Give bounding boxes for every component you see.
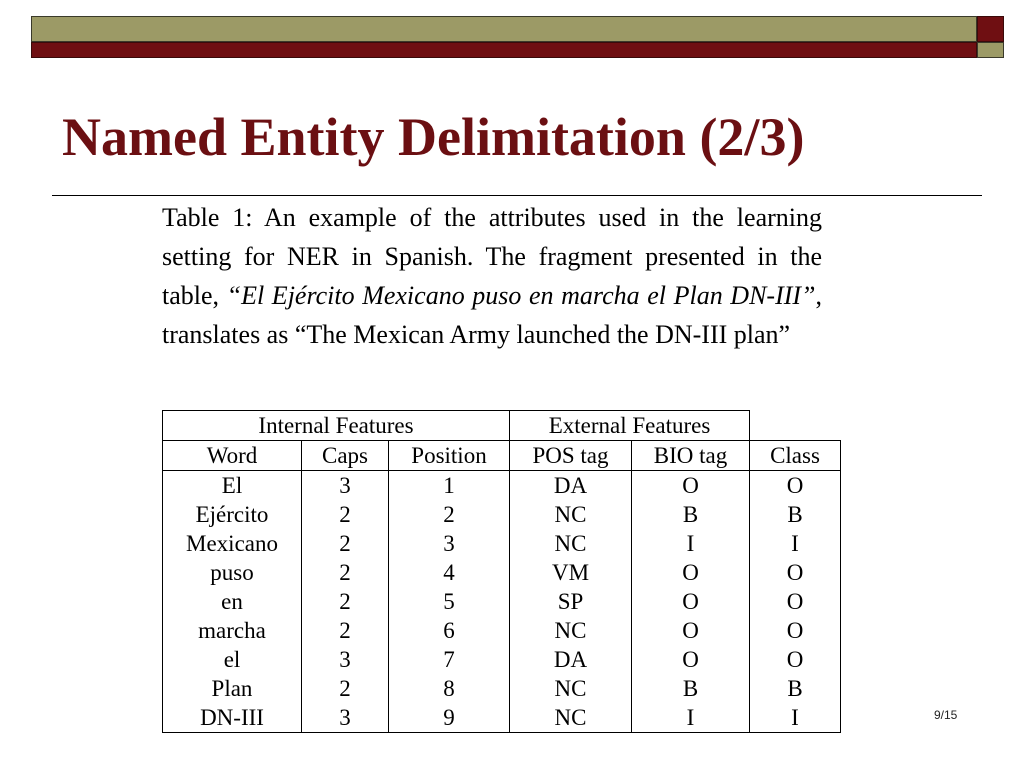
cell-word: el <box>163 645 302 674</box>
cell-word: en <box>163 587 302 616</box>
cell-pos-tag: DA <box>510 645 632 674</box>
cell-bio-tag: O <box>632 587 750 616</box>
cell-pos-tag: VM <box>510 558 632 587</box>
table-row <box>163 703 841 733</box>
cell-class: I <box>750 703 841 733</box>
slide-title: Named Entity Delimitation (2/3) <box>62 107 805 167</box>
column-header-pos-tag: POS tag <box>510 441 632 471</box>
cell-position: 6 <box>389 616 510 645</box>
cell-bio-tag: I <box>632 529 750 558</box>
cell-class: B <box>750 500 841 529</box>
cell-caps: 3 <box>302 645 389 674</box>
cell-word: El <box>163 471 302 501</box>
group-header-external-features: External Features <box>510 411 750 441</box>
cell-pos-tag: DA <box>510 471 632 501</box>
ner-attributes-table <box>162 410 841 733</box>
cell-bio-tag: B <box>632 500 750 529</box>
title-divider <box>52 195 982 196</box>
caption-spanish-fragment: “El Ejército Mexicano puso en marcha el Plan DN-III” <box>226 281 816 310</box>
cell-caps: 2 <box>302 616 389 645</box>
cell-class: O <box>750 471 841 501</box>
cell-position: 7 <box>389 645 510 674</box>
header-banner-olive-bar <box>31 16 977 42</box>
column-header-class: Class <box>750 441 841 471</box>
cell-bio-tag: O <box>632 616 750 645</box>
cell-class: O <box>750 587 841 616</box>
cell-pos-tag: NC <box>510 616 632 645</box>
table-row <box>163 529 841 558</box>
cell-word: Plan <box>163 674 302 703</box>
group-header-empty-cell <box>750 411 841 441</box>
cell-bio-tag: O <box>632 558 750 587</box>
cell-caps: 3 <box>302 703 389 733</box>
cell-position: 4 <box>389 558 510 587</box>
cell-caps: 3 <box>302 471 389 501</box>
cell-class: O <box>750 616 841 645</box>
cell-pos-tag: NC <box>510 500 632 529</box>
cell-bio-tag: B <box>632 674 750 703</box>
cell-class: O <box>750 645 841 674</box>
table-row <box>163 674 841 703</box>
header-banner-maroon-bar <box>31 42 977 58</box>
group-header-internal-features: Internal Features <box>163 411 510 441</box>
caption-text-end: , translates as “The Mexican Army launched the DN-III plan” <box>162 281 823 349</box>
cell-caps: 2 <box>302 529 389 558</box>
cell-position: 9 <box>389 703 510 733</box>
cell-pos-tag: NC <box>510 529 632 558</box>
table-row <box>163 616 841 645</box>
cell-class: B <box>750 674 841 703</box>
caption-text-start: Table 1: An example of the attributes used in the learning setting for NER in Spanish. The fragment presented in the table, <box>162 203 822 310</box>
table-row <box>163 500 841 529</box>
cell-pos-tag: NC <box>510 703 632 733</box>
table-caption <box>162 198 822 354</box>
cell-bio-tag: O <box>632 471 750 501</box>
cell-position: 5 <box>389 587 510 616</box>
table-row <box>163 645 841 674</box>
cell-position: 3 <box>389 529 510 558</box>
cell-class: O <box>750 558 841 587</box>
cell-word: Mexicano <box>163 529 302 558</box>
cell-word: marcha <box>163 616 302 645</box>
cell-class: I <box>750 529 841 558</box>
cell-bio-tag: O <box>632 645 750 674</box>
column-header-word: Word <box>163 441 302 471</box>
cell-position: 8 <box>389 674 510 703</box>
cell-position: 2 <box>389 500 510 529</box>
table-row <box>163 587 841 616</box>
header-corner-maroon-square <box>977 16 1004 42</box>
cell-pos-tag: SP <box>510 587 632 616</box>
cell-caps: 2 <box>302 558 389 587</box>
column-header-position: Position <box>389 441 510 471</box>
cell-word: puso <box>163 558 302 587</box>
cell-caps: 2 <box>302 674 389 703</box>
cell-word: DN-III <box>163 703 302 733</box>
cell-pos-tag: NC <box>510 674 632 703</box>
cell-word: Ejército <box>163 500 302 529</box>
column-header-caps: Caps <box>302 441 389 471</box>
cell-bio-tag: I <box>632 703 750 733</box>
cell-caps: 2 <box>302 500 389 529</box>
header-corner-olive-square <box>977 42 1004 58</box>
table-body <box>163 471 841 733</box>
table-row <box>163 558 841 587</box>
cell-caps: 2 <box>302 587 389 616</box>
page-number: 9/15 <box>934 708 958 722</box>
column-header-bio-tag: BIO tag <box>632 441 750 471</box>
table-row <box>163 471 841 501</box>
table-group-header-row <box>163 411 841 441</box>
table-column-header-row <box>163 441 841 471</box>
cell-position: 1 <box>389 471 510 501</box>
